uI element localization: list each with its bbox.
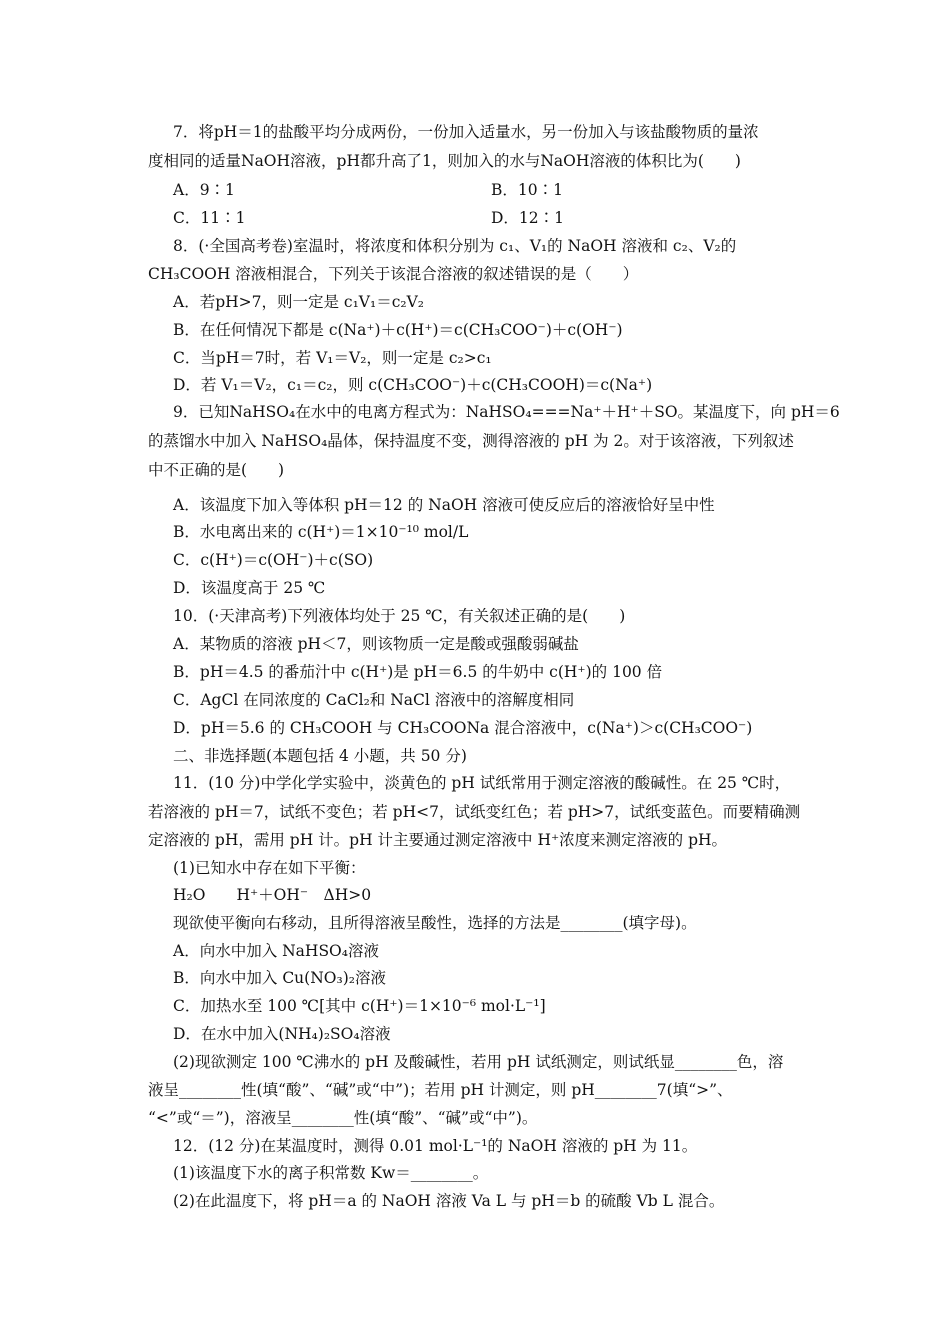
q11-stem-line2: 若溶液的 pH＝7，试纸不变色；若 pH<7，试纸变红色；若 pH>7，试纸变蓝色。而要精确测 [148, 803, 801, 821]
q9-stem-line1: 9．已知NaHSO₄在水中的电离方程式为：NaHSO₄===Na⁺＋H⁺＋SO。某温度下，向 pH＝6 [173, 403, 840, 421]
q11-option-b: B．向水中加入 Cu(NO₃)₂溶液 [173, 969, 386, 987]
q10-option-d: D．pH＝5.6 的 CH₃COOH 与 CH₃COONa 混合溶液中，c(Na⁺)＞c(CH₃COO⁻) [173, 719, 753, 737]
q12-stem: 12．(12 分)在某温度时，测得 0.01 mol·L⁻¹的 NaOH 溶液的 pH 为 11。 [173, 1137, 698, 1155]
q11-option-c: C．加热水至 100 ℃[其中 c(H⁺)＝1×10⁻⁶ mol·L⁻¹] [173, 997, 546, 1015]
q8-option-a: A．若pH>7，则一定是 c₁V₁＝c₂V₂ [173, 293, 425, 311]
q11-option-d: D．在水中加入(NH₄)₂SO₄溶液 [173, 1025, 391, 1043]
q9-stem-line2: 的蒸馏水中加入 NaHSO₄晶体，保持温度不变，测得溶液的 pH 为 2。对于该溶液，下列叙述 [148, 432, 794, 450]
q7-option-a: A．9∶1 [173, 181, 235, 199]
q8-option-d: D．若 V₁＝V₂，c₁＝c₂，则 c(CH₃COO⁻)＋c(CH₃COOH)＝c(Na⁺) [173, 376, 653, 394]
q8-option-c: C．当pH＝7时，若 V₁＝V₂，则一定是 c₂>c₁ [173, 349, 492, 367]
q7-option-d: D．12∶1 [491, 209, 565, 227]
q11-part1: (1)已知水中存在如下平衡： [173, 859, 366, 877]
q8-stem-line1: 8．(·全国高考卷)室温时，将浓度和体积分别为 c₁、V₁的 NaOH 溶液和 c₂、V₂的 [173, 237, 737, 255]
q11-part2-line2: 液呈________性(填“酸”、“碱”或“中”)；若用 pH 计测定，则 pH________7(填“>”、 [148, 1081, 733, 1099]
q10-option-b: B．pH＝4.5 的番茄汁中 c(H⁺)是 pH＝6.5 的牛奶中 c(H⁺)的 100 倍 [173, 663, 663, 681]
q11-option-a: A．向水中加入 NaHSO₄溶液 [173, 942, 379, 960]
q11-stem-line1: 11．(10 分)中学化学实验中，淡黄色的 pH 试纸常用于测定溶液的酸碱性。在 25 ℃时， [173, 774, 791, 792]
q10-option-c: C．AgCl 在同浓度的 CaCl₂和 NaCl 溶液中的溶解度相同 [173, 691, 575, 709]
q9-option-c: C．c(H⁺)＝c(OH⁻)＋c(SO) [173, 551, 374, 569]
q11-part2-line1: (2)现欲测定 100 ℃沸水的 pH 及酸碱性，若用 pH 试纸测定，则试纸显________色，溶 [173, 1053, 784, 1071]
q9-option-b: B．水电离出来的 c(H⁺)＝1×10⁻¹⁰ mol/L [173, 523, 469, 541]
q8-option-b: B．在任何情况下都是 c(Na⁺)＋c(H⁺)＝c(CH₃COO⁻)＋c(OH⁻) [173, 321, 623, 339]
q9-stem-line3: 中不正确的是( ) [148, 461, 285, 479]
q10-stem: 10．(·天津高考)下列液体均处于 25 ℃，有关叙述正确的是( ) [173, 607, 626, 625]
water-equilibrium: H₂O H⁺＋OH⁻ ΔH>0 [173, 886, 372, 904]
q11-part2-line3: “<”或“＝”)，溶液呈________性(填“酸”、“碱”或“中”)。 [148, 1109, 538, 1127]
section-heading: 二、非选择题(本题包括 4 小题，共 50 分) [173, 747, 467, 765]
q7-option-c: C．11∶1 [173, 209, 246, 227]
q7-stem-line2: 度相同的适量NaOH溶液，pH都升高了1，则加入的水与NaOH溶液的体积比为( ) [148, 152, 741, 170]
q7-option-b: B．10∶1 [491, 181, 563, 199]
q11-part1-question: 现欲使平衡向右移动，且所得溶液呈酸性，选择的方法是________(填字母)。 [173, 914, 697, 932]
q7-stem-line1: 7．将pH＝1的盐酸平均分成两份，一份加入适量水，另一份加入与该盐酸物质的量浓 [173, 123, 759, 141]
q9-option-d: D．该温度高于 25 ℃ [173, 579, 326, 597]
q12-part1: (1)该温度下水的离子积常数 Kw＝________。 [173, 1164, 489, 1182]
q8-stem-line2: CH₃COOH 溶液相混合，下列关于该混合溶液的叙述错误的是（ ） [148, 265, 639, 283]
q12-part2: (2)在此温度下，将 pH＝a 的 NaOH 溶液 Va L 与 pH＝b 的硫酸 Vb L 混合。 [173, 1192, 725, 1210]
q10-option-a: A．某物质的溶液 pH＜7，则该物质一定是酸或强酸弱碱盐 [173, 635, 579, 653]
q9-option-a: A．该温度下加入等体积 pH＝12 的 NaOH 溶液可使反应后的溶液恰好呈中性 [173, 496, 715, 514]
q11-stem-line3: 定溶液的 pH，需用 pH 计。pH 计主要通过测定溶液中 H⁺浓度来测定溶液的 pH。 [148, 831, 728, 849]
